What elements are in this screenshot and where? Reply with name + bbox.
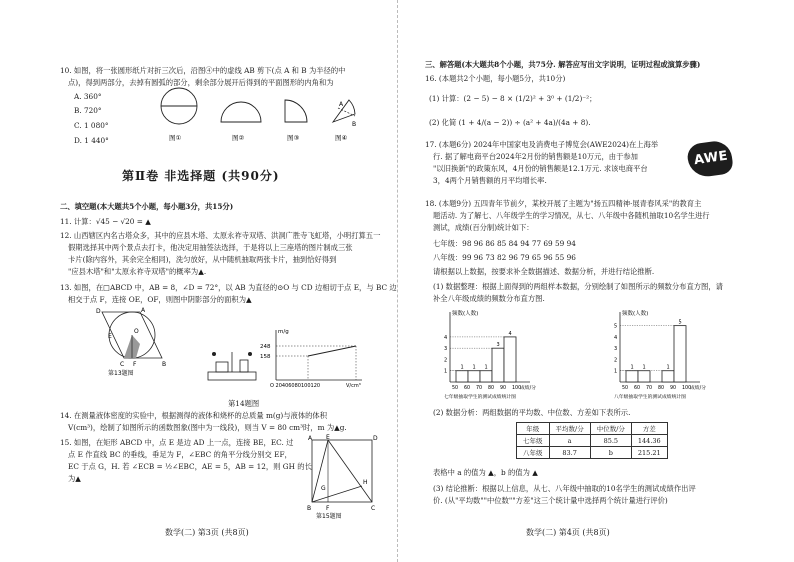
table-row — [517, 435, 668, 447]
q15-label-g: G — [321, 485, 326, 492]
q18-line2: 题活动. 为了解七、八年级学生的学习情况，从七、八年级中各随机抽取10名学生进行 — [433, 211, 710, 220]
table-row — [517, 447, 668, 459]
table-cell: 144.36 — [631, 435, 667, 447]
q13-label-o: O — [134, 328, 139, 335]
q10-fig4-label: 图④ — [335, 134, 348, 142]
q10-line2: 点)，得到两部分，去掉有圆弧的部分，剩余部分展开后得到的平面图形的内角和为 — [68, 78, 334, 87]
balance-scale-illustration — [204, 344, 260, 384]
q14-caption: 第14题图 — [228, 399, 260, 408]
x-tick-label: 90 — [500, 386, 507, 391]
x-tick-label: 60 — [634, 386, 641, 391]
table-header: 年级 — [517, 423, 550, 435]
x-tick-label: 100 — [512, 386, 522, 391]
y-tick-label: 2 — [444, 357, 448, 364]
x-tick-label: 90 — [670, 386, 677, 391]
histogram-bar — [638, 371, 650, 382]
q18-line1: 18. (本题9分) 五四青年节前夕，某校开展了主题为"扬五四精神·展青春风采"的教育主 — [425, 199, 702, 208]
q10-option-c: C. 1 080° — [74, 121, 109, 130]
stats-table — [516, 422, 668, 459]
grade8-histogram — [602, 308, 762, 400]
q18-part3-b: 价. (从"平均数""中位数""方差"这三个统计量中选择两个统计量进行评价) — [433, 496, 668, 505]
bar-value-label: 1 — [484, 364, 488, 371]
histogram-bar — [456, 371, 468, 382]
q10-fig3-label: 图③ — [287, 134, 300, 142]
grade7-histogram — [432, 308, 592, 400]
table-cell: 85.5 — [590, 435, 631, 447]
q16-part2: (2) 化简 (1 + 4/(a − 2)) ÷ (a² + 4a)/(4a + 8). — [429, 118, 591, 127]
y-tick-label: 5 — [614, 323, 618, 330]
table-cell: b — [590, 447, 631, 459]
q14-blank: ▲ — [334, 423, 340, 432]
q18-grade7-scores: 七年级：98 96 86 85 84 94 77 69 59 94 — [433, 239, 576, 248]
q13-label-f: F — [133, 361, 137, 368]
q14-x-label: V/cm³ — [346, 383, 361, 389]
footer-page-4: 数学(二) 第4页 (共8页) — [526, 528, 610, 537]
x-tick-label: 50 — [452, 386, 459, 391]
q11-text: 11. 计算：√45 − √20 = ▲ — [60, 217, 151, 226]
q15-label-d: D — [373, 435, 378, 442]
q15-blank: ▲ — [75, 474, 81, 483]
x-tick-label: 60 — [464, 386, 471, 391]
q12-line4: "应县木塔"和"太原永祚寺双塔"的概率为▲. — [68, 267, 207, 276]
histogram-bar — [504, 337, 516, 382]
x-axis-label: 成绩/分 — [520, 386, 537, 391]
q18-instruction: 请根据以上数据，按要求补全数据描述、数据分析，并进行结论推断. — [433, 267, 655, 276]
q10-point-b: B — [352, 121, 357, 128]
table-header: 平均数/分 — [549, 423, 590, 435]
y-tick-label: 3 — [614, 346, 618, 353]
q17-line4: 3，4两个月销售额的月平均增长率. — [433, 176, 547, 185]
q14-line1: 14. 在测量液体密度的实验中，根据测得的液体和烧杯的总质量 m(g)与液体的体积 — [60, 411, 328, 420]
q16-intro: 16. (本题共2个小题，每小题5分，共10分) — [425, 74, 566, 83]
q14-y-tick-158: 158 — [260, 354, 271, 360]
q10-option-a: A. 360° — [74, 92, 102, 101]
q15-label-f: F — [326, 505, 330, 512]
y-tick-label: 3 — [444, 346, 448, 353]
bar-value-label: 1 — [460, 364, 464, 371]
q13-label-b: B — [162, 361, 167, 368]
solve-header: 三、解答题(本大题共8个小题，共75分. 解答应写出文字说明，证明过程或演算步骤) — [425, 60, 701, 69]
bar-value-label: 4 — [508, 330, 512, 337]
q15-label-a: A — [308, 435, 313, 442]
q14-x-ticks: O 20406080100120 — [270, 383, 321, 389]
q10-option-d: D. 1 440° — [74, 136, 109, 145]
q13-figure — [96, 308, 176, 376]
q15-label-b: B — [307, 505, 312, 512]
histogram-bar — [480, 371, 492, 382]
q10-point-a: A — [339, 101, 344, 108]
q12-line2: 假期选择其中两个景点去打卡，他决定用抽签法选择，于是将以上三座塔的图片制成三张 — [68, 243, 353, 252]
x-tick-label: 80 — [658, 386, 665, 391]
q10-fig1-label: 图① — [169, 134, 182, 142]
q18-fill-line: 表格中 a 的值为 ▲，b 的值为 ▲ — [433, 468, 538, 477]
q14-y-label: m/g — [278, 329, 289, 335]
y-tick-label: 1 — [444, 368, 448, 375]
x-tick-label: 70 — [476, 386, 483, 391]
q18-grade8-scores: 八年级：99 96 73 82 96 79 65 96 55 96 — [433, 253, 576, 262]
table-cell: a — [549, 435, 590, 447]
q15-figure — [306, 436, 378, 520]
q15-line3: EC 于点 G，H. 若 ∠ECB = ½∠EBC，AE = 5，AB = 12，则 GH 的长 — [68, 462, 312, 471]
bar-value-label: 5 — [678, 319, 682, 326]
y-axis-label: 频数(人数) — [622, 311, 649, 317]
table-cell: 八年级 — [517, 447, 550, 459]
q10-figures — [155, 86, 365, 146]
x-tick-label: 80 — [488, 386, 495, 391]
q17-line1: 17. (本题6分) 2024年中国家电及消费电子博览会(AWE2024)在上海举 — [425, 140, 659, 149]
q18-part2: (2) 数据分析：两组数据的平均数、中位数、方差如下表所示. — [433, 408, 631, 417]
table-cell: 215.21 — [631, 447, 667, 459]
histogram-bar — [468, 371, 480, 382]
y-tick-label: 4 — [614, 334, 618, 341]
bar-value-label: 3 — [496, 342, 500, 349]
q18-line3: 测试，成绩(百分制)统计如下： — [433, 223, 534, 232]
q18-part1-a: (1) 数据整理：根据上面得到的两组样本数据，分别绘制了如图所示的频数分布直方图，请 — [433, 282, 723, 291]
bar-value-label: 1 — [630, 364, 634, 371]
q14-y-tick-248: 248 — [260, 344, 271, 350]
q13-label-d: D — [96, 308, 101, 315]
fill-blank-header: 二、填空题(本大题共5个小题，每小题3分，共15分) — [60, 202, 234, 211]
table-header: 方差 — [631, 423, 667, 435]
q18-part1-b: 补全八年级成绩的频数分布直方图. — [433, 294, 545, 303]
q10-line1: 10. 如图，将一张圆形纸片对折三次后，沿图④中的虚线 AB 剪下(点 A 和 B 为半径的中 — [60, 66, 346, 75]
q13-line1: 13. 如图，在□ABCD 中，AB = 8，∠D = 72°，以 AB 为直径的⊙O 与 CD 边相切于点 E，与 BC 边 — [60, 283, 397, 292]
q15-label-h: H — [363, 479, 368, 486]
q15-label-e: E — [326, 434, 330, 441]
awe-logo: AWE — [686, 139, 734, 179]
bar-value-label: 1 — [642, 364, 646, 371]
section2-title: 第Ⅱ卷 非选择题 (共90分) — [122, 169, 280, 183]
bar-value-label: 1 — [666, 364, 670, 371]
table-cell: 七年级 — [517, 435, 550, 447]
q18-blank-a: ▲ — [488, 468, 494, 477]
table-header-row — [517, 423, 668, 435]
q17-line2: 行. 据了解电商平台2024年2月份的销售额是10万元，由于参加 — [433, 152, 638, 161]
histogram-bar — [662, 371, 674, 382]
footer-page-3: 数学(二) 第3页 (共8页) — [165, 528, 249, 537]
q14-line2: V(cm³)，绘制了如图所示的函数图象(图中为一线段)，则当 V = 80 cm³时，m 为▲g. — [68, 423, 347, 432]
q13-line2: 相交于点 F，连接 OE，OF，则图中阴影部分的面积为▲ — [68, 295, 252, 304]
q15-label-c: C — [371, 505, 376, 512]
q13-label-e: E — [108, 333, 112, 340]
q15-line2: 点 E 作直线 BC 的垂线，垂足为 F，∠EBC 的角平分线分别交 EF， — [68, 450, 292, 459]
y-tick-label: 4 — [444, 334, 448, 341]
x-tick-label: 100 — [682, 386, 692, 391]
q11-blank: ▲ — [145, 217, 151, 226]
table-cell: 83.7 — [549, 447, 590, 459]
q13-caption: 第13题图 — [108, 370, 134, 377]
y-axis-label: 频数(人数) — [452, 311, 479, 317]
chart-title: 八年级抽取学生的测试成绩统计图 — [614, 395, 686, 400]
q16-part1: (1) 计算：(2 − 5) − 8 × (1/2)² + 3⁰ + (1/2)⁻²； — [429, 94, 597, 103]
x-tick-label: 70 — [646, 386, 653, 391]
q15-line4: 为▲ — [68, 474, 81, 483]
right-page — [397, 0, 794, 562]
q10-option-b: B. 720° — [74, 106, 102, 115]
histogram-bar — [674, 326, 686, 382]
q17-line3: "以旧换新"的政策东风，4月份的销售额是12.1万元. 求该电商平台 — [433, 164, 648, 173]
histogram-bar — [626, 371, 638, 382]
histogram-bar — [492, 348, 504, 382]
chart-title: 七年级抽取学生的测试成绩统计图 — [444, 395, 516, 400]
q10-fig2-label: 图② — [232, 134, 245, 142]
table-header: 中位数/分 — [590, 423, 631, 435]
q18-blank-b: ▲ — [532, 468, 538, 477]
y-tick-label: 1 — [614, 368, 618, 375]
q14-graph — [258, 326, 368, 406]
q12-blank: ▲ — [198, 267, 204, 276]
q13-label-a: A — [141, 307, 146, 314]
x-tick-label: 50 — [622, 386, 629, 391]
y-tick-label: 2 — [614, 357, 618, 364]
q18-part3-a: (3) 结论推断：根据以上信息，从七、八年级中抽取的10名学生的测试成绩作出评 — [433, 484, 696, 493]
bar-value-label: 1 — [472, 364, 476, 371]
q12-line3: 卡片(除内容外，其余完全相同)，洗匀放好，从中随机抽取两张卡片，抽到恰好得到 — [68, 255, 337, 264]
x-axis-label: 成绩/分 — [690, 386, 707, 391]
q13-blank: ▲ — [246, 295, 252, 304]
q12-line1: 12. 山西辖区内名古塔众多，其中的应县木塔、太原永祚寺双塔、洪洞广胜寺飞虹塔，小明打算五一 — [60, 231, 381, 240]
q15-line1: 15. 如图，在矩形 ABCD 中，点 E 是边 AD 上一点，连接 BE，EC. 过 — [60, 438, 294, 447]
q15-caption: 第15题图 — [316, 513, 342, 520]
q13-label-c: C — [120, 361, 125, 368]
